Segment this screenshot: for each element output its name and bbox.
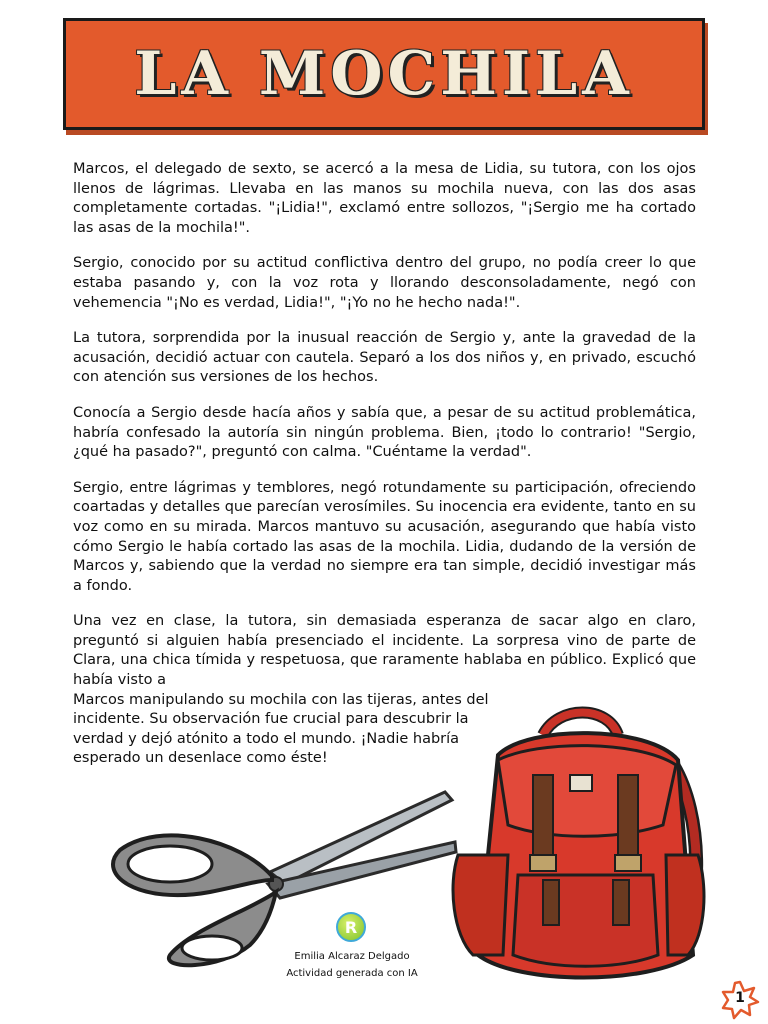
scissors-illustration bbox=[100, 780, 470, 970]
logo-letter: R bbox=[344, 917, 358, 937]
page-number-badge bbox=[720, 980, 760, 1020]
ai-note: Actividad generada con IA bbox=[286, 968, 418, 979]
paragraph-1: Marcos, el delegado de sexto, se acercó a la mesa de Lidia, su tutora, con los ojos llenos de lágrimas. Llevaba en las manos su mochila nueva, con las dos asas completamente cortadas. "¡Lidia!", exclamó entre sollozos, "¡Sergio me ha cortado las asas de la mochila!". bbox=[73, 161, 696, 236]
story-text bbox=[73, 160, 696, 785]
paragraph-6-continuation: Marcos manipulando su mochila con las tijeras, antes del incidente. Su observación fue crucial para descubrir la verdad y dejó atónito a todo el mundo. ¡Nadie habría esperado un desenlace como éste! bbox=[73, 691, 489, 767]
page-title: LA MOCHILA bbox=[134, 39, 634, 109]
credits bbox=[272, 948, 432, 982]
paragraph-4: Conocía a Sergio desde hacía años y sabía que, a pesar de su actitud problemática, habría confesado la autoría sin ningún problema. Bien, ¡todo lo contrario! "Sergio, ¿qué ha pasado?", preguntó con calma. "Cuéntame la verdad". bbox=[73, 404, 696, 461]
paragraph-3: La tutora, sorprendida por la inusual reacción de Sergio y, ante la gravedad de la acusación, decidió actuar con cautela. Separó a los dos niños y, en privado, escuchó con atención sus versiones de los hechos. bbox=[73, 330, 696, 386]
author-name: Emilia Alcaraz Delgado bbox=[294, 951, 410, 962]
page-number: 1 bbox=[735, 990, 745, 1006]
paragraph-2: Sergio, conocido por su actitud conflictiva dentro del grupo, no podía creer lo que estaba pasando y, con la voz rota y llorando desconsoladamente, negó con vehemencia "¡No es verdad, Lidia!", "¡Yo no he hecho nada!". bbox=[73, 255, 696, 311]
paragraph-5: Sergio, entre lágrimas y temblores, negó rotundamente su participación, ofreciendo coartadas y detalles que parecían verosímiles. Su inocencia era evidente, tanto en su voz como en su mirada. Marcos mantuvo su acusación, asegurando que había visto cómo Sergio le había cortado las asas de la mochila. Lidia, dudando de la versión de Marcos y, sabiendo que la verdad no siempre era tan simple, decidió investigar más a fondo. bbox=[73, 479, 696, 594]
title-banner bbox=[63, 18, 705, 130]
paragraph-6: Una vez en clase, la tutora, sin demasiada esperanza de sacar algo en claro, preguntó si alguien había presenciado el incidente. La sorpresa vino de parte de Clara, una chica tímida y respetuosa, que raramente hablaba en público. Explicó que había visto a bbox=[73, 613, 696, 689]
logo-badge bbox=[336, 912, 366, 942]
backpack-illustration bbox=[448, 705, 708, 985]
